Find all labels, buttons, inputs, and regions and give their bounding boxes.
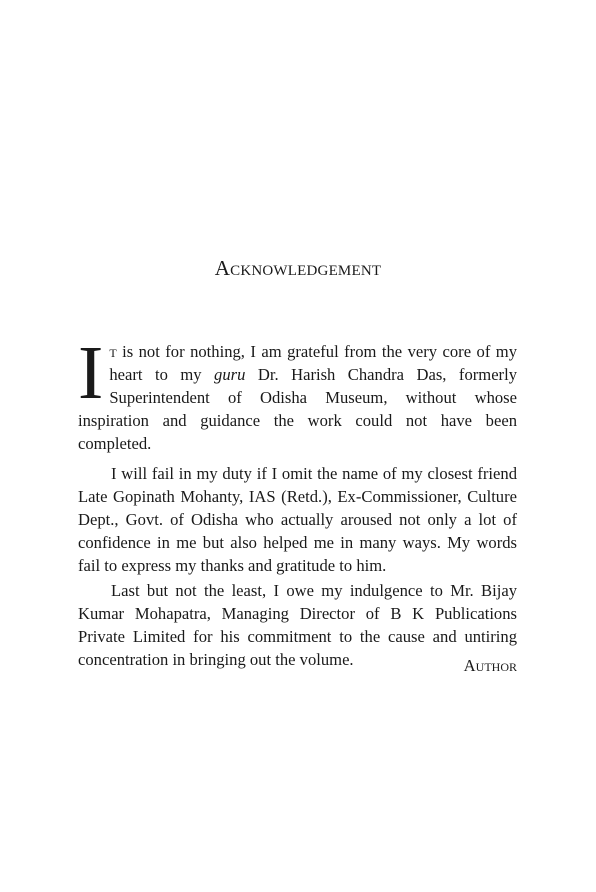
paragraph-1-text-b: Dr. Harish Chandra Das, formerly Superintendent of Odisha Museum, without whose inspiration and guidance the work could not have been completed. — [78, 365, 517, 453]
acknowledgement-body — [78, 331, 517, 671]
lead-in: t — [109, 342, 117, 361]
paragraph-3: Last but not the least, I owe my indulgence to Mr. Bijay Kumar Mohapatra, Managing Director of B K Publications Private Limited for his commitment to the cause and untiring concentration in bringing out the volume. — [78, 581, 517, 669]
paragraph-2: I will fail in my duty if I omit the name of my closest friend Late Gopinath Mohanty, IAS (Retd.), Ex-Commissioner, Culture Dept., Govt. of Odisha who actually aroused not only a lot of confidence in me but also helped me in many ways. My words fail to express my thanks and gratitude to him. — [78, 464, 517, 575]
page-title: Acknowledgement — [214, 256, 382, 280]
paragraph-1 — [78, 331, 517, 455]
emphasis-guru: guru — [214, 365, 246, 384]
paragraph-1-text-a: is not for nothing, I am grateful from the very core of my heart to my — [109, 342, 517, 384]
drop-cap: I — [78, 331, 104, 415]
author-signature: Author — [463, 656, 517, 675]
